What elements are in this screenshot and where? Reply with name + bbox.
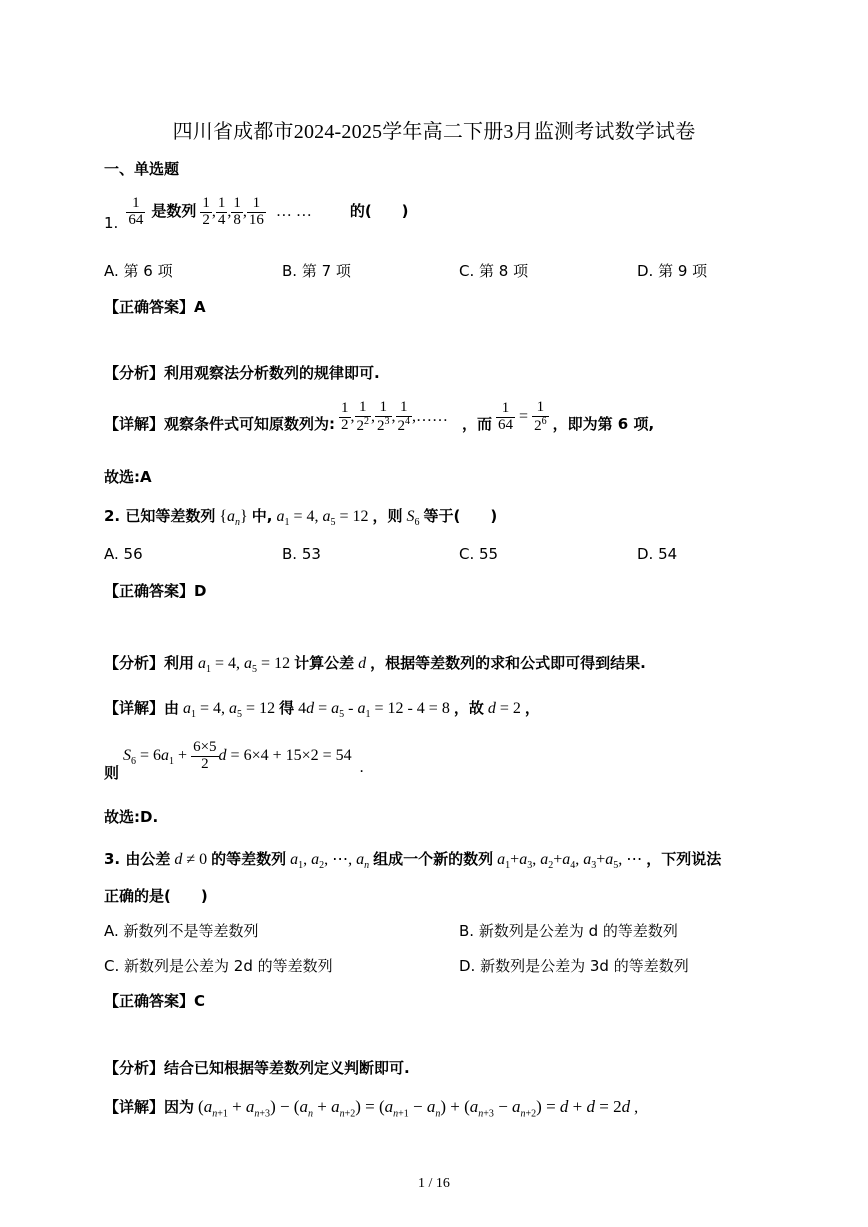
q3-option-d: D. 新数列是公差为 3d 的等差数列 bbox=[459, 957, 689, 975]
q2-stem: 2. 已知等差数列 $\{a_n\}$ 中, $a_1 = 4$, $a_5 = 12$ ，则 $S_6$ 等于( ) bbox=[104, 507, 498, 529]
q1-number: 1. bbox=[104, 213, 119, 232]
q1-option-c: C. 第 8 项 bbox=[459, 262, 529, 280]
q3-stem-line2: 正确的是( ) bbox=[104, 887, 208, 905]
q2-analysis: 【分析】利用 $a_1 = 4$, $a_5 = 12$ 计算公差 d ，根据等差数列的求和公式即可得到结果. bbox=[104, 654, 646, 676]
q1-detail: 【详解】观察条件式可知原数列为: $\frac{1}{2}$ , $\frac{1}{2^2}$ , $\frac{1}{2^3}$ , $\frac{1}{2^4}$ ,…… ，而 $\frac{1}{64}$ = $\frac{1}{2^6}$ ，即为第 6 项, bbox=[104, 399, 655, 434]
q1-stem: 1. $\frac{1}{64}$ 是数列 $\frac{1}{2}$ , $\frac{1}{4}$ , $\frac{1}{8}$ , $\frac{1}{16}$ … … 的( ) bbox=[104, 195, 409, 232]
q1-answer: 【正确答案】A bbox=[104, 298, 206, 316]
q1-option-d: D. 第 9 项 bbox=[637, 262, 708, 280]
q2-option-c: C. 55 bbox=[459, 545, 499, 563]
section-heading: 一、单选题 bbox=[104, 160, 180, 178]
q2-sum-formula: 则 $S_6 = 6a_1$ + $\frac{6\times 5}{2}$ d = 6×4 + 15×2 = 54 . bbox=[104, 739, 364, 782]
q1-option-b: B. 第 7 项 bbox=[282, 262, 351, 280]
q2-option-d: D. 54 bbox=[637, 545, 678, 563]
q3-option-b: B. 新数列是公差为 d 的等差数列 bbox=[459, 922, 678, 940]
q2-option-a: A. 56 bbox=[104, 545, 143, 563]
q1-choose: 故选:A bbox=[104, 468, 152, 486]
fraction-1-64: $\frac{1}{64}$ bbox=[128, 195, 144, 228]
q2-answer: 【正确答案】D bbox=[104, 582, 207, 600]
page-title: 四川省成都市2024-2025学年高二下册3月监测考试数学试卷 bbox=[172, 121, 696, 143]
q3-answer: 【正确答案】C bbox=[104, 992, 206, 1010]
q3-option-c: C. 新数列是公差为 2d 的等差数列 bbox=[104, 957, 333, 975]
q2-detail: 【详解】由 $a_1 = 4$, $a_5 = 12$ 得 $4d = a_5 - a_1 = 12 - 4 = 8$ ，故 d = 2 ， bbox=[104, 699, 540, 721]
q3-stem: 3. 由公差 d ≠ 0 的等差数列 $a_1$, $a_2$, ⋯, $a_n$ 组成一个新的数列 $a_1+a_3$, $a_2+a_4$, $a_3+a_5$, ⋯ ，下列说法 bbox=[104, 850, 722, 872]
q2-choose: 故选:D. bbox=[104, 808, 159, 826]
q3-option-a: A. 新数列不是等差数列 bbox=[104, 922, 259, 940]
page-number: 1 / 16 bbox=[418, 1176, 450, 1191]
q3-detail: 【详解】因为 $(a_{n+1} + a_{n+3}) - (a_n + a_{n+2}) = (a_{n+1} - a_n) + (a_{n+3} - a_{n+2}) = d + d = 2d$ , bbox=[104, 1097, 639, 1120]
q2-option-b: B. 53 bbox=[282, 545, 321, 563]
q1-option-a: A. 第 6 项 bbox=[104, 262, 173, 280]
q1-analysis: 【分析】利用观察法分析数列的规律即可. bbox=[104, 364, 380, 382]
q3-analysis: 【分析】结合已知根据等差数列定义判断即可. bbox=[104, 1059, 410, 1077]
